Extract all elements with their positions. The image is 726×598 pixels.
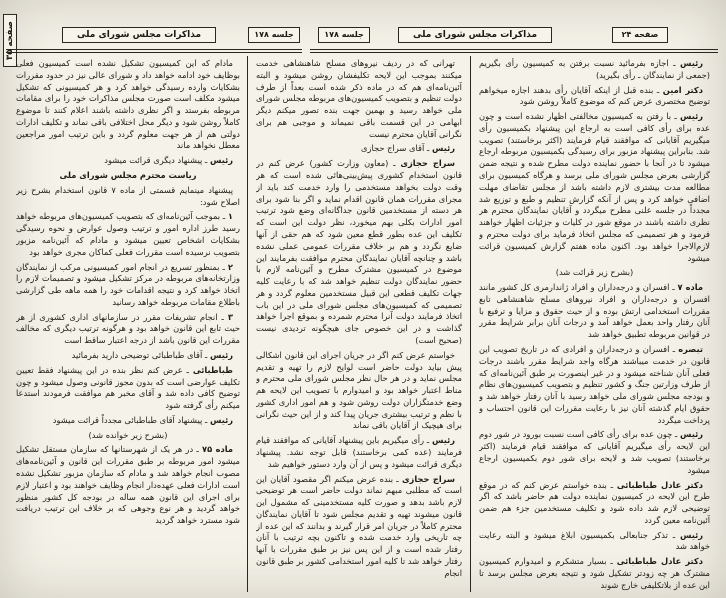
header-rule bbox=[310, 52, 718, 53]
speaker-lead: سراج حجازی bbox=[400, 158, 455, 169]
paragraph: دکتر امین ـ بنده قبل از اینکه آقایان رأی بدهند اجازه میخواهم توضیح مختصری عرض کنم که موضوع کاملاً روشن شود bbox=[479, 84, 710, 107]
left-page-title: مذاکرات مجلس شورای ملی bbox=[62, 27, 216, 43]
paragraph: رئیس ـ چون عده برای رأی کافی است نسبت بورود در شور دوم این لایحه رأی میگیریم آقایانی که موافقند قیام فرمایند (اکثر برخاستند) تصویب شد و لایحه برای شور دوم بکمیسیون ارجاع میشود bbox=[479, 429, 710, 475]
speaker-lead: رئیس bbox=[679, 429, 703, 440]
speaker-lead: رئیس bbox=[431, 435, 455, 446]
paragraph: رئیس ـ رأی میگیریم باین پیشنهاد آقایانی که موافقند قیام فرمایند (عده کمی برخاستند) قابل توجه نشد. پیشنهاد دیگری قرائت میشود و پس از آن وارد دستور خواهیم شد bbox=[256, 435, 462, 469]
centered-line: (بشرح زیر قرائت شد) bbox=[555, 267, 634, 278]
paragraph: رئیس ـ اجازه بفرمائید نسبت برفتن به کمیسیون رأی بگیریم (جمعی از نمایندگان ـ رأی بگیرید) bbox=[479, 58, 710, 80]
centered-line: ریاست محترم مجلس شورای ملی bbox=[59, 170, 197, 181]
paragraph: ۳ ـ انجام تشریفات مقرر در سازمانهای اداری کشوری از هر حیث تابع این قانون خواهد بود و هرگونه ترتیب دیگری که مخالف مقررات این قانون باشد از درجه اعتبار ساقط است bbox=[16, 311, 240, 346]
speaker-lead: ماده ۷ bbox=[677, 282, 704, 293]
speaker-lead: سراج حجازی bbox=[401, 473, 455, 484]
paragraph: رئیس ـ آقای سراج حجازی bbox=[361, 143, 455, 154]
speaker-lead: رئیس bbox=[679, 58, 703, 68]
paragraph: تهرانی که در ردیف نیروهای مسلح شاهنشاهی خدمت میکنند بموجب این لایحه تکلیفشان روشن میشود و البته آئین‌نامه‌ای هم که در ماده ذکر شده است بعداً از طرف دولت تنظیم و بتصویب کمیسیون‌های مربوطه مجلس شورای ملی خواهد رسید و بهمین جهت بنده تصور میکنم دیگر ابهامی در این قسمت باقی نمیماند و موجبی هم برای نگرانی آقایان محترم نیست bbox=[256, 58, 462, 139]
speaker-lead: رئیس bbox=[431, 143, 455, 154]
paragraph: سراج حجازی ـ بنده عرض میکنم اگر مقصود آقایان این است که مطلبی مبهم نماند دولت حاضر است هر توضیحی لازم باشد بدهد و صورت کلیه مستخدمینی که مشمول این قانون میشوند تهیه و تقدیم مجلس شود تا آقایان نمایندگان محترم کاملاً در جریان امر قرار گیرند و بدانند که این عده از چه تاریخی وارد خدمت شده و تاکنون بچه ترتیب با آنان رفتار شده است و از این پس نیز بر طبق مقررات با آنها رفتار خواهد شد تا کلیه امور استخدامی کشور بر طبق قانون انجام bbox=[256, 473, 462, 578]
header-rule bbox=[310, 49, 718, 50]
speaker-lead: ۳ bbox=[227, 311, 233, 322]
right-page-number-badge: صفحه ۲۴ bbox=[612, 27, 668, 43]
speaker-lead: طباطبائی bbox=[192, 364, 233, 375]
paragraph: ماده ۷۵ ـ در هر یک از شهرستانها که سازمان مستقل تشکیل میشود امور مربوطه بر طبق مقررات این قانون و آئین‌نامه‌های مصوب انجام خواهد شد و مادام که سازمان مزبور تشکیل نشده است ادارات فعلی عهده‌دار انجام وظایف خواهند بود و اعتبار لازم برای اجرای این قانون همه ساله در بودجه کل کشور منظور خواهد گردید و هر نوع وجوهی که بر خلاف این ترتیب دریافت شود مسترد خواهد گردید bbox=[16, 444, 240, 526]
paragraph: سراج حجازی ـ (معاون وزارت کشور) عرض کنم در قانون استخدام کشوری پیش‌بینی‌هائی شده است که هر وقت دولت بخواهد مستخدمی را وارد خدمت کند باید از مجرای مقررات همان قانون اقدام نماید و اگر بنا شود برای هر دسته از مستخدمین قانون جداگانه‌ای وضع شود ترتیب امور ادارات بکلی بهم میخورد، نظر دولت این است که تکلیف این عده بطور قطع معین شود که هم حقی از آنها ضایع نگردد و هم بر خلاف مقررات عمومی عملی نشده باشد و چنانچه آقایان نمایندگان محترم موافقت بفرمایند این موضوع در کمیسیون مشترک مطرح و آئین‌نامه لازم با حضور نمایندگان دولت تنظیم خواهد شد که با رعایت کلیه جهات تکلیف قطعی این قبیل مستخدمین معلوم گردد و هر تصمیمی که کمیسیون‌های مجلس شورای ملی در این باب اتخاذ فرمایند دولت آنرا محترم شمرده و بموقع اجرا خواهد گذاشت و در این خصوص جای هیچگونه تردیدی نیست (صحیح است) bbox=[256, 158, 462, 345]
paragraph: مادام که این کمیسیون تشکیل نشده است کمیسیون فعلی بوظایف خود ادامه خواهد داد و شورای عالی نیز در حدود مقررات بشکایات وارده رسیدگی خواهد کرد و هر کمیسیونی که تشکیل میشود مکلف است صورت مجلس مذاکرات خود را برای مقامات مربوطه بفرستد و اگر نظری داشته باشند اعلام کنند تا موضوع کاملاً روشن شود و دیگر محل اختلافی باقی نماند و تکلیف ادارات دولتی هم از هر جهت معلوم گردد و باین ترتیب امور مراجعین معطل نخواهد ماند bbox=[16, 58, 240, 151]
paragraph: رئیس ـ آقای طباطبائی توضیحی دارید بفرمائید bbox=[71, 349, 233, 360]
text-column-left bbox=[16, 58, 240, 592]
speaker-lead: ۱ bbox=[227, 211, 233, 222]
page-label-text: صفحه ۳۵ bbox=[5, 21, 15, 60]
paragraph: ماده ۷ ـ افسران و درجه‌داران و افراد ژاندارمری کل کشور مانند افسران و درجه‌داران و افراد نیروهای مسلح شاهنشاهی تابع مقررات استخدامی ارتش بوده و از حیث حقوق و مزایا و ترفیع با آنان رفتار واحد بعمل خواهد آمد و درجات آنان برابر شرایط مقرر در قوانین مربوطه تطبیق خواهد شد bbox=[479, 282, 710, 340]
header-rule bbox=[6, 52, 302, 53]
column-divider-rule bbox=[247, 56, 248, 592]
page-label-vertical bbox=[3, 14, 17, 67]
centered-line: (بشرح زیر خوانده شد) bbox=[88, 429, 168, 440]
paragraph: رئیس ـ پیشنهاد آقای طباطبائی مجدداً قرائت میشود bbox=[52, 414, 233, 425]
paragraph: دکتر عادل طباطبائی ـ بسیار متشکرم و امیدوارم کمیسیون مشترک هر چه زودتر تشکیل شود و نتیجه بعرض مجلس برسد تا این عده از بلاتکلیفی خارج شوند bbox=[479, 556, 710, 590]
text-column-middle bbox=[256, 58, 462, 592]
paragraph: رئیس ـ با رفتن به کمیسیون مخالفتی اظهار نشده است و چون عده برای رأی کافی است به ارجاع این پیشنهاد بکمیسیون رأی میگیریم آقایانی که موافقند قیام فرمایند (اکثر برخاستند) تصویب شد. بنابراین پیشنهاد مزبور برای رسیدگی بکمیسیون مربوطه ارجاع میشود تا در آنجا با حضور نماینده دولت مطرح شده و نتیجه ضمن گزارشی بعرض مجلس شورای ملی برسد و هرگاه کمیسیون برای مطالعه مدت بیشتری لازم داشته باشد از مجلس تقاضای مهلت اضافی خواهد کرد و پس از آنکه گزارش تنظیم و طبع و توزیع شد مجدداً در جلسه علنی مطرح میگردد و آقایان نمایندگان محترم هر نظری داشته باشند در موقع شور در کلیات و جزئیات اظهار خواهند فرمود و هر تصمیمی که مجلس اتخاذ فرماید برای دولت محترم و لازم‌الاجرا خواهد بود. اکنون ماده هفتم گزارش کمیسیون قرائت میشود bbox=[479, 111, 710, 263]
column-divider-rule bbox=[470, 56, 471, 592]
speaker-lead: تبصره bbox=[678, 343, 703, 354]
speaker-lead: دکتر عادل طباطبائی bbox=[616, 479, 703, 490]
paragraph: خواستم عرض کنم اگر در جریان اجرای این قانون اشکالی پیش بیاید دولت حاضر است لوایح لازم را تهیه و تقدیم مجلس نماید و در هر حال نظر مجلس شورای ملی محترم و مناط اعتبار خواهد بود و امیدوارم با تصویب این لایحه هم وضع خدمتگزاران دولت روشن شود و هم امور اداری کشور با نظم و ترتیب بیشتری جریان پیدا کند و از این حیث نگرانی برای هیچیک از آقایان باقی نماند bbox=[256, 349, 462, 431]
speaker-lead: رئیس bbox=[209, 155, 233, 166]
paragraph: ۱ ـ بموجب آئین‌نامه‌ای که بتصویب کمیسیون‌های مربوطه خواهد رسید طرز اداره امور و ترتیب وصول عوارض و نحوه رسیدگی بشکایات اشخاص تعیین میشود و مادام که آئین‌نامه مزبور بتصویب نرسیده است مقررات فعلی کماکان مجری خواهد بود bbox=[16, 211, 240, 257]
paragraph: پیشنهاد مینمایم قسمتی از ماده ۷ قانون استخدام بشرح زیر اصلاح شود: bbox=[16, 184, 240, 207]
right-page-session-badge: جلسه ۱۷۸ bbox=[318, 27, 370, 43]
speaker-lead: دکتر عادل طباطبائی bbox=[616, 556, 704, 567]
speaker-lead: دکتر امین bbox=[662, 84, 704, 95]
paragraph: رئیس ـ پیشنهاد دیگری قرائت میشود bbox=[104, 155, 233, 166]
right-page-title: مذاکرات مجلس شورای ملی bbox=[398, 27, 552, 43]
speaker-lead: رئیس bbox=[679, 529, 703, 540]
paragraph: ۲ ـ بمنظور تسریع در انجام امور کمیسیونی مرکب از نمایندگان وزارتخانه‌های مربوطه در مرکز تشکیل میشود و تصمیمات لازم را اتخاذ خواهد کرد و نتیجه اقدامات خود را همه ماهه طی گزارشی باطلاع مقامات مربوطه خواهد رسانید bbox=[16, 261, 240, 307]
speaker-lead: ۲ bbox=[227, 261, 233, 272]
left-page-session-badge: جلسه ۱۷۸ bbox=[248, 27, 300, 43]
speaker-lead: رئیس bbox=[679, 111, 703, 122]
speaker-lead: ماده ۷۵ bbox=[202, 444, 233, 455]
speaker-lead: رئیس bbox=[209, 414, 233, 425]
header-rule bbox=[6, 49, 302, 50]
paragraph: دکتر عادل طباطبائی ـ بنده خواستم عرض کنم که در موقع طرح این لایحه در کمیسیون نماینده دولت هم حاضر باشد که اگر توضیحی لازم شد داده شود و تکلیف مستخدمین جزء هم ضمن آئین‌نامه معین گردد bbox=[479, 479, 710, 525]
speaker-lead: رئیس bbox=[209, 349, 233, 360]
text-column-right bbox=[479, 58, 710, 592]
paragraph: تبصره ـ افسران و درجه‌داران و افرادی که در تاریخ تصویب این قانون در خدمت میباشند هرگاه واجد شرایط مقرر باشند درجات فعلی آنان شناخته میشود و در غیر اینصورت بر طبق آئین‌نامه‌ای که از طرف وزارتین جنگ و کشور تنظیم و بتصویب کمیسیون‌های نظام و بودجه مجلس شورای ملی خواهد رسید با آنان رفتار خواهد شد و حقوق ایام گذشته آنان نیز با رعایت مقررات این قانون احتساب و پرداخت میگردد bbox=[479, 343, 710, 425]
paragraph: رئیس ـ تذکر جنابعالی بکمیسیون ابلاغ میشود و البته رعایت خواهد شد bbox=[479, 529, 710, 552]
paragraph: طباطبائی ـ عرض کنم نظر بنده در این پیشنهاد فقط تعیین تکلیف عوارضی است که بدون مجوز قانونی وصول میشود و چون توضیح کافی داده شد و آقای مخبر هم موافقت فرمودند استدعا میکنم رأی گرفته شود bbox=[16, 364, 240, 411]
